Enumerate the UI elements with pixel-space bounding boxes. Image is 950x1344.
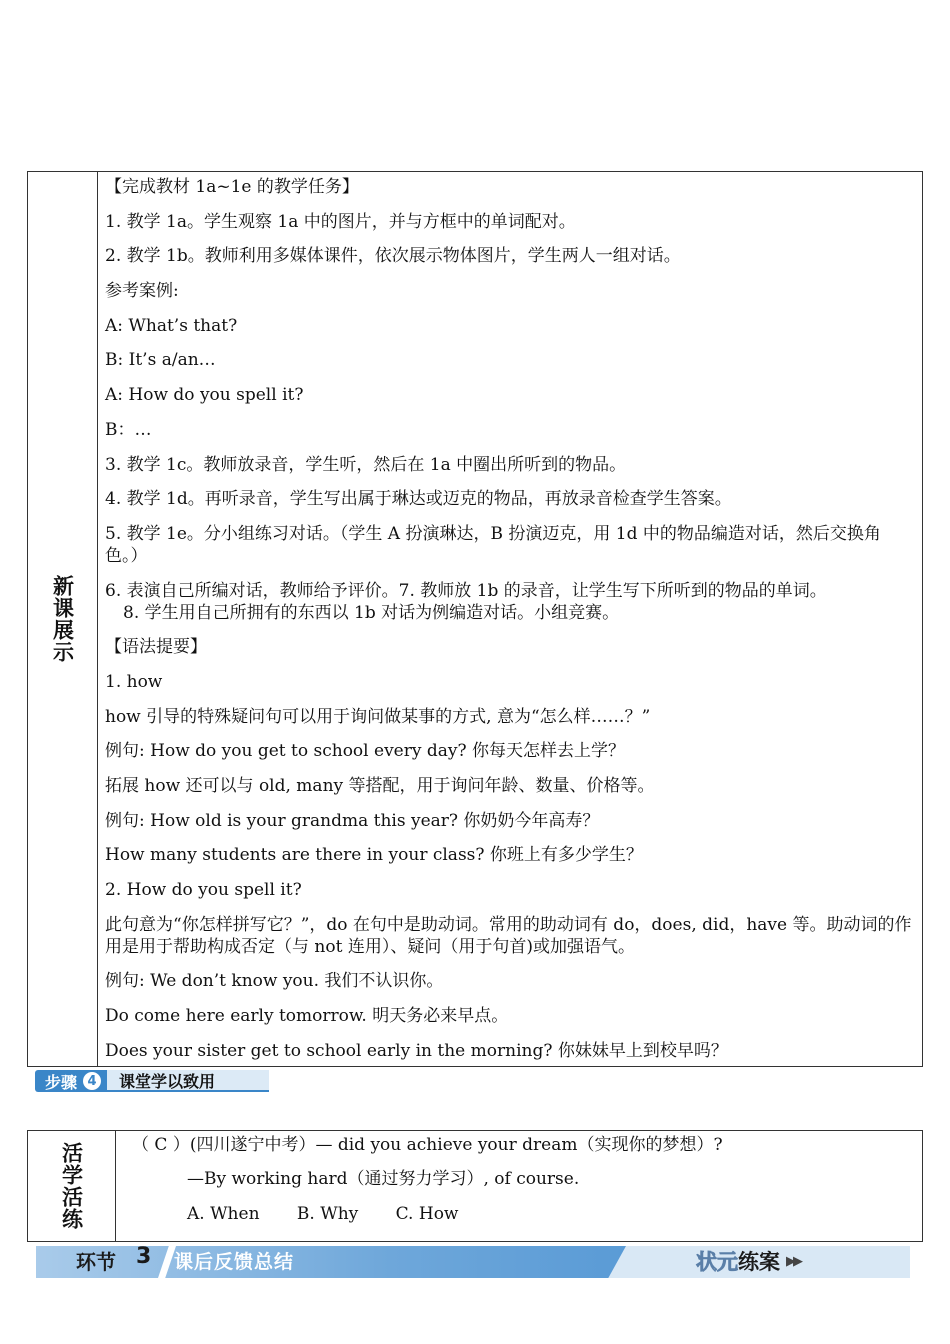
step-1b: 2. 教学 1b。教师利用多媒体课件，依次展示物体图片，学生两人一组对话。 (105, 246, 681, 267)
step-1c: 3. 教学 1c。教师放录音，学生听，然后在 1a 中圈出所听到的物品。 (105, 454, 627, 475)
exercise-label: 活学活练 (59, 1142, 84, 1230)
section-label: 新课展示 (50, 575, 75, 663)
step-banner (35, 1070, 269, 1092)
step-1a: 1. 教学 1a。学生观察 1a 中的图片，并与方框中的单词配对。 (105, 211, 576, 232)
footer-number: 3 (136, 1244, 152, 1269)
step-6-7: 6. 表演自己所编对话，教师给予评价。7. 教师放 1b 的录音，让学生写下所听到的物品的单词。 (105, 580, 827, 601)
exercise-table (27, 1130, 923, 1242)
step-prefix: 步骤 (45, 1072, 78, 1092)
step-1e: 5. 教学 1e。分小组练习对话。（学生 A 扮演琳达，B 扮演迈克，用 1d 中的物品编造对话，然后交换角色。） (105, 523, 881, 566)
dialogue-line: B：… (105, 419, 152, 440)
exercise-label-cell (28, 1131, 116, 1241)
option-c: C. How (395, 1203, 459, 1224)
grammar-explanation: how 引导的特殊疑问句可以用于询问做某事的方式, 意为“怎么样……？” (105, 706, 651, 727)
footer-title: 课后反馈总结 (174, 1251, 295, 1273)
footer-label: 环节 (76, 1250, 116, 1274)
footer-brand (696, 1246, 780, 1278)
grammar-point-title: 1. how (105, 671, 163, 692)
lesson-table (27, 171, 923, 1067)
dialogue-line: A: What’s that? (105, 315, 238, 336)
task-heading: 【完成教材 1a~1e 的教学任务】 (105, 177, 359, 197)
exercise-options (132, 1203, 914, 1225)
exercise-question: （ C ）(四川遂宁中考）— did you achieve your dream（实现你的梦想）? (132, 1135, 723, 1155)
step-title: 课堂学以致用 (107, 1070, 269, 1092)
step-8: 8. 学生用自己所拥有的东西以 1b 对话为例编造对话。小组竞赛。 (123, 602, 620, 623)
step-1d: 4. 教学 1d。再听录音，学生写出属于琳达或迈克的物品，再放录音检查学生答案。 (105, 489, 732, 510)
example-sentence: 例句: How do you get to school every day? 你每天怎样去上学？ (105, 741, 626, 762)
exercise-answer-line: —By working hard（通过努力学习）, of course. (187, 1169, 580, 1190)
grammar-extension: 拓展 how 还可以与 old, many 等搭配，用于询问年龄、数量、价格等。 (105, 776, 655, 796)
example-sentence: Do come here early tomorrow. 明天务必来早点。 (105, 1006, 509, 1027)
grammar-heading: 【语法提要】 (105, 637, 207, 658)
dialogue-line: B: It’s a/an… (105, 350, 216, 371)
reference-label: 参考案例: (105, 281, 179, 302)
example-sentence: How many students are there in your class? 你班上有多少学生？ (105, 845, 643, 866)
example-sentence: Does your sister get to school early in the morning? 你妹妹早上到校早吗？ (105, 1040, 728, 1061)
section-label-cell (28, 172, 98, 1066)
option-a: A. When (187, 1203, 260, 1224)
grammar-point-title: 2. How do you spell it? (105, 880, 302, 901)
step-number: 4 (83, 1072, 101, 1090)
lesson-content (105, 176, 914, 1075)
footer-band (36, 1246, 626, 1278)
brand-part-b: 练案 (738, 1250, 780, 1274)
example-sentence: 例句: How old is your grandma this year? 你奶奶今年高寿？ (105, 810, 600, 831)
example-sentence: 例句: We don’t know you. 我们不认识你。 (105, 971, 444, 992)
dialogue-line: A: How do you spell it? (105, 385, 304, 406)
grammar-explanation: 此句意为“你怎样拼写它？”，do 在句中是助动词。常用的助动词有 do，does, did，have 等。助动词的作用是用于帮助构成否定（与 not 连用）、疑问（用于句首)或加强语气。 (105, 914, 912, 957)
footer-banner (36, 1246, 910, 1278)
exercise-content (132, 1134, 914, 1237)
option-b: B. Why (296, 1203, 359, 1224)
double-arrow-icon: ▶▶ (786, 1254, 800, 1269)
step-badge (35, 1070, 107, 1092)
brand-part-a: 状元 (696, 1250, 738, 1274)
